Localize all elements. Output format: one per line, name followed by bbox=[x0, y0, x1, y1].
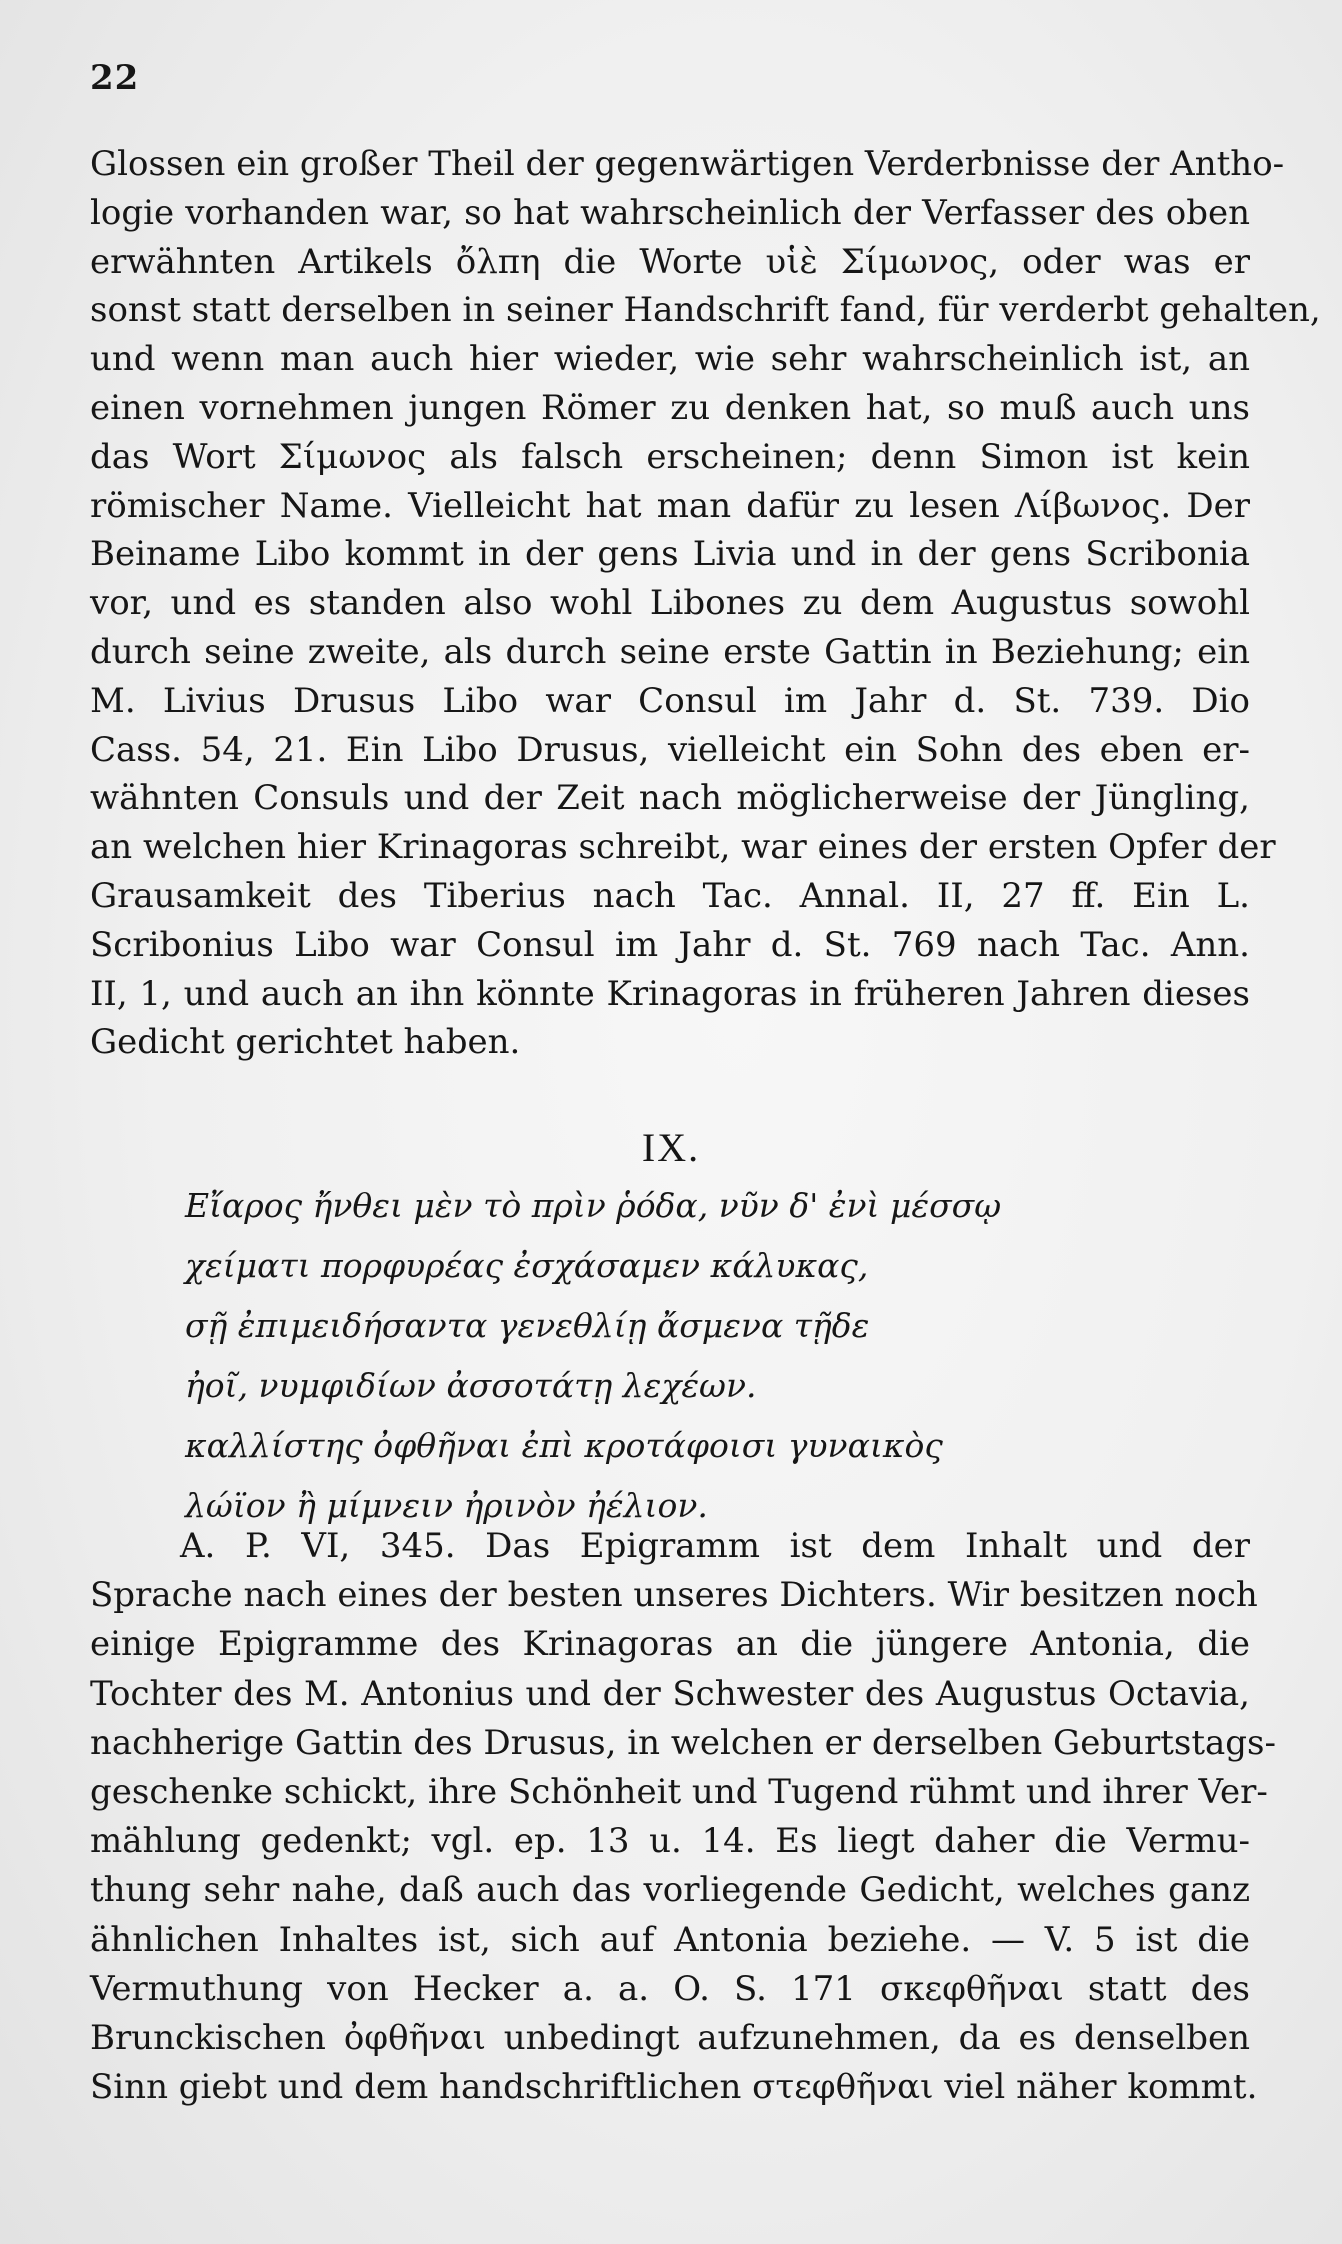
text-line: Sprache nach eines der besten unseres Dichters. Wir besitzen noch bbox=[90, 1575, 1258, 1616]
text-line: M. Livius Drusus Libo war Consul im Jahr d. St. 739. Dio bbox=[90, 680, 1250, 721]
poem-verse: χείματι πορφυρέας ἐσχάσαμεν κάλυκας, bbox=[185, 1246, 869, 1285]
text-line-last: Gedicht gerichtet haben. bbox=[90, 1022, 521, 1063]
text-line: logie vorhanden war, so hat wahrscheinlich der Verfasser des oben bbox=[90, 192, 1250, 233]
text-line: Glossen ein großer Theil der gegenwärtigen Verderbnisse der Antho- bbox=[90, 144, 1285, 184]
text-line: einen vornehmen jungen Römer zu denken hat, so muß auch uns bbox=[90, 387, 1250, 428]
page-number: 22 bbox=[90, 58, 140, 98]
poem-verse: ἠοῖ, νυμφιδίων ἀσσοτάτῃ λεχέων. bbox=[185, 1366, 757, 1405]
text-line: Vermuthung von Hecker a. a. O. S. 171 σκεφθῆναι statt des bbox=[90, 1968, 1250, 2009]
text-line: wähnten Consuls und der Zeit nach möglicherweise der Jüngling, bbox=[90, 778, 1250, 819]
text-line: A. P. VI, 345. Das Epigramm ist dem Inhalt und der bbox=[180, 1526, 1250, 1566]
text-line: Cass. 54, 21. Ein Libo Drusus, vielleicht ein Sohn des eben er- bbox=[90, 729, 1250, 770]
text-line: Tochter des M. Antonius und der Schwester des Augustus Octavia, bbox=[90, 1673, 1250, 1714]
text-line: thung sehr nahe, daß auch das vorliegende Gedicht, welches ganz bbox=[90, 1870, 1250, 1911]
text-line: vor, und es standen also wohl Libones zu dem Augustus sowohl bbox=[90, 583, 1250, 624]
paragraph-commentary-ix bbox=[90, 1522, 1276, 2112]
text-line: Beiname Libo kommt in der gens Livia und in der gens Scribonia bbox=[90, 534, 1250, 575]
text-line: Brunckischen ὀφθῆναι unbedingt aufzunehmen, da es denselben bbox=[90, 2017, 1250, 2058]
paragraph-commentary-viii bbox=[90, 140, 1321, 1067]
text-line: sonst statt derselben in seiner Handschrift fand, für verderbt gehalten, bbox=[90, 290, 1321, 331]
section-heading: IX. bbox=[641, 1125, 701, 1170]
text-line: und wenn man auch hier wieder, wie sehr wahrscheinlich ist, an bbox=[90, 339, 1250, 380]
text-line: geschenke schickt, ihre Schönheit und Tugend rühmt und ihrer Ver- bbox=[90, 1771, 1268, 1812]
text-line: römischer Name. Vielleicht hat man dafür zu lesen Λίβωνος. Der bbox=[90, 485, 1250, 526]
poem-verse: λώϊον ἢ μίμνειν ἠρινὸν ἠέλιον. bbox=[185, 1486, 708, 1525]
poem-verse: Εἴαρος ἤνθει μὲν τὸ πρὶν ῥόδα, νῦν δ' ἐνὶ μέσσῳ bbox=[185, 1186, 1002, 1225]
text-line: das Wort Σίμωνος als falsch erscheinen; denn Simon ist kein bbox=[90, 436, 1250, 477]
text-line: Sinn giebt und dem handschriftlichen στεφθῆναι viel näher kommt. bbox=[90, 2067, 1258, 2108]
text-line: Grausamkeit des Tiberius nach Tac. Annal. II, 27 ff. Ein L. bbox=[90, 875, 1250, 916]
text-line: Scribonius Libo war Consul im Jahr d. St. 769 nach Tac. Ann. bbox=[90, 924, 1250, 965]
text-line: an welchen hier Krinagoras schreibt, war eines der ersten Opfer der bbox=[90, 827, 1276, 868]
text-line: erwähnten Artikels ὄλπη die Worte υἱὲ Σίμωνος, oder was er bbox=[90, 241, 1250, 282]
text-line: ähnlichen Inhaltes ist, sich auf Antonia beziehe. — V. 5 ist die bbox=[90, 1919, 1250, 1960]
text-line: durch seine zweite, als durch seine erste Gattin in Beziehung; ein bbox=[90, 631, 1250, 672]
poem-verse: σῇ ἐπιμειδήσαντα γενεθλίῃ ἄσμενα τῇδε bbox=[185, 1306, 870, 1345]
text-line: II, 1, und auch an ihn könnte Krinagoras in früheren Jahren dieses bbox=[90, 973, 1250, 1014]
text-line: nachherige Gattin des Drusus, in welchen er derselben Geburtstags- bbox=[90, 1722, 1276, 1763]
poem-verse: καλλίστης ὀφθῆναι ἐπὶ κροτάφοισι γυναικὸς bbox=[185, 1426, 943, 1465]
text-line: einige Epigramme des Krinagoras an die jüngere Antonia, die bbox=[90, 1624, 1250, 1665]
text-line: mählung gedenkt; vgl. ep. 13 u. 14. Es liegt daher die Vermu- bbox=[90, 1821, 1250, 1862]
